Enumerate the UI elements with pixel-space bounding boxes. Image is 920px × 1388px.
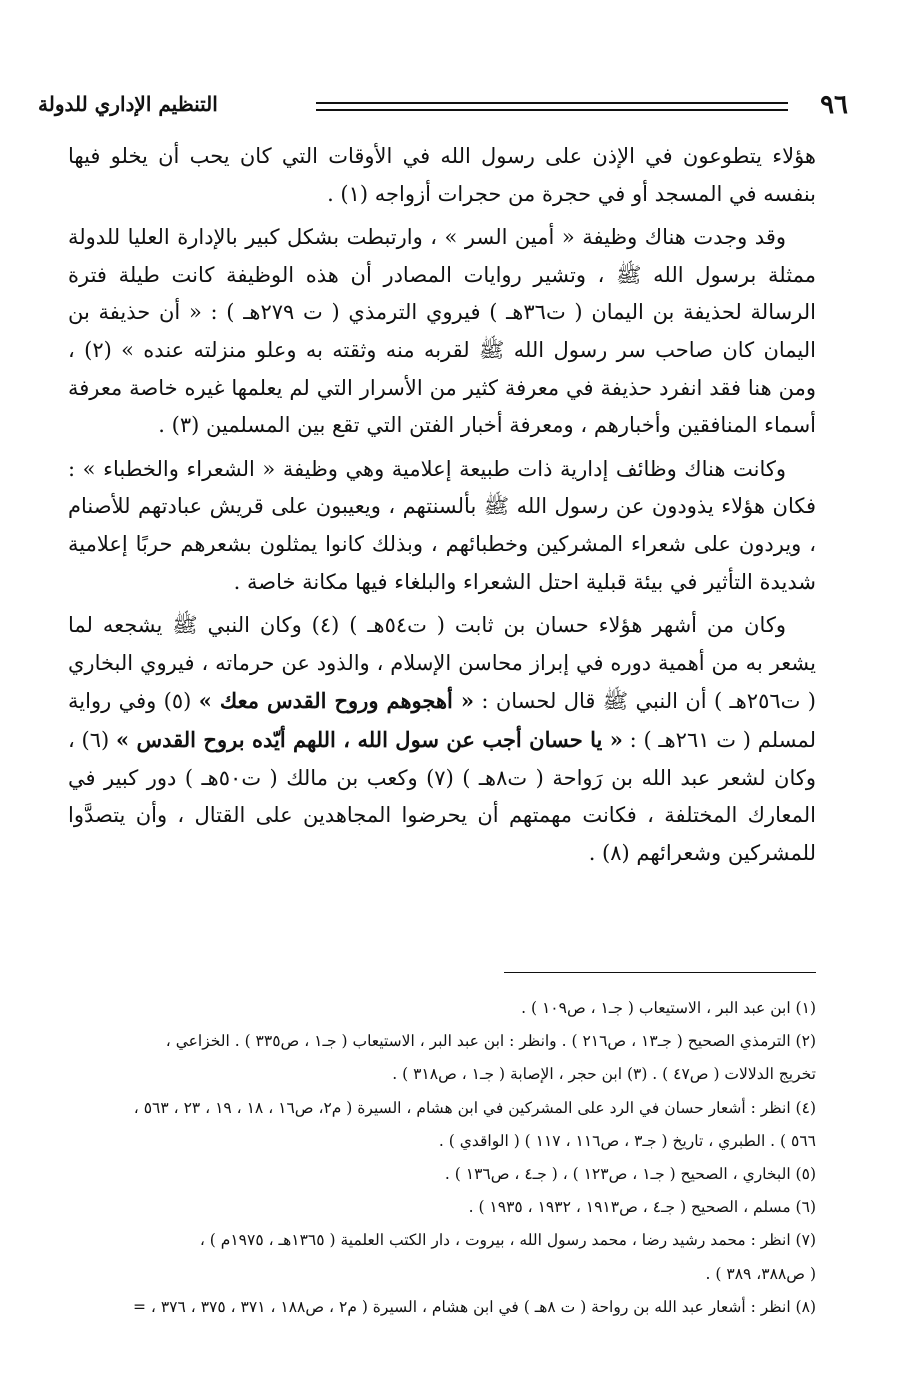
footnote-line: (٤) انظر : أشعار حسان في الرد على المشركين في ابن هشام ، السيرة ( م٢، ص١٦ ، ١٨ ، ١٩ ، ٢٣ ، ٥٦٣ ، — [133, 1098, 816, 1117]
footnote-line: ٥٦٦ ) . الطبري ، تاريخ ( جـ٣ ، ص١١٦ ، ١١٧ ) ( الواقدي ) . — [438, 1131, 816, 1150]
footnote-line: (٧) انظر : محمد رشيد رضا ، محمد رسول الله ، بيروت ، دار الكتب العلمية ( ١٣٦٥هـ ، ١٩٧٥م ) ، — [199, 1231, 816, 1250]
hadith-quote-1: « أهجوهم وروح القدس معك » — [198, 688, 474, 714]
paragraph-4 — [68, 607, 816, 872]
paragraph-4-part-a: وكان من أشهر هؤلاء حسان بن ثابت ( ت٥٤هـ ) (٤) وكان النبي ﷺ يشجعه لما يشعر به من أهمية دوره في إبراز محاسن الإسلام ، والذود عن حرماته ، فيروي البخاري ( ت٢٥٦هـ ) أن النبي ﷺ قال لحسان : — [68, 613, 816, 714]
page-number: ٩٦ — [820, 90, 848, 120]
paragraph-3: وكانت هناك وظائف إدارية ذات طبيعة إعلامية وهي وظيفة « الشعراء والخطباء » : فكان هؤلاء يذودون عن رسول الله ﷺ بألسنتهم ، ويعيبون على قريش عبادتهم للأصنام ، ويردون على شعراء المشركين وخطبائهم ، وبذلك كانوا يمثلون بشعرهم حربًا إعلامية شديدة التأثير في بيئة قبلية احتل الشعراء والبلغاء فيها مكانة خاصة . — [68, 456, 816, 594]
header-rule — [316, 102, 788, 111]
footnotes — [28, 992, 816, 1324]
footnote-line: (٦) مسلم ، الصحيح ( جـ٤ ، ص١٩١٣ ، ١٩٣٢ ، ١٩٣٥ ) . — [468, 1198, 816, 1217]
footnote-line: (٨) انظر : أشعار عبد الله بن رواحة ( ت ٨هـ ) في ابن هشام ، السيرة ( م٢ ، ص١٨٨ ، ٣٧١ ، ٣٧٥ ، ٣٧٦ ، = — [133, 1297, 816, 1316]
page-header — [38, 90, 848, 124]
paragraph-1: هؤلاء يتطوعون في الإذن على رسول الله في الأوقات التي كان يحب أن يخلو فيها بنفسه في المسجد أو في حجرة من حجرات أزواجه (١) . — [68, 144, 816, 206]
footnote-line: تخريج الدلالات ( ص٤٧ ) . (٣) ابن حجر ، الإصابة ( جـ١ ، ص٣١٨ ) . — [392, 1065, 816, 1084]
hadith-quote-2: « يا حسان أجب عن سول الله ، اللهم أيّده بروح القدس » — [115, 726, 623, 752]
footnote-line: (٢) الترمذي الصحيح ( جـ١٣ ، ص٢١٦ ) . وانظر : ابن عبد البر ، الاستيعاب ( جـ١ ، ص٣٣٥ ) . الخزاعي ، — [165, 1032, 816, 1051]
footnote-line: (٥) البخاري ، الصحيح ( جـ١ ، ص١٢٣ ) ، ( جـ٤ ، ص١٣٦ ) . — [444, 1165, 816, 1184]
main-text — [68, 138, 816, 878]
footnote-line: ( ص٣٨٨، ٣٨٩ ) . — [705, 1264, 816, 1283]
paragraph-4-part-c: (٦) ، وكان لشعر عبد الله بن رَواحة ( ت٨هـ ) (٧) وكعب بن مالك ( ت٥٠هـ ) دور كبير في المعارك المختلفة ، فكانت مهمتهم أن يحرضوا المجاهدين على القتال ، وأن يتصدَّوا للمشركين وشعرائهم (٨) . — [68, 727, 817, 865]
running-title: التنظيم الإداري للدولة — [38, 92, 218, 116]
footnote-separator — [504, 972, 816, 973]
paragraph-4-part-b: (٥) وفي رواية لمسلم ( ت ٢٦١هـ ) : — [68, 689, 816, 752]
paragraph-2: وقد وجدت هناك وظيفة « أمين السر » ، وارتبطت بشكل كبير بالإدارة العليا للدولة ممثلة برسول الله ﷺ ، وتشير روايات المصادر أن هذه الوظيفة كانت طيلة فترة الرسالة لحذيفة بن اليمان ( ت٣٦هـ ) فيروي الترمذي ( ت ٢٧٩هـ ) : « أن حذيفة بن اليمان كان صاحب سر رسول الله ﷺ لقربه منه وثقته به وعلو منزلته عنده » (٢) ، ومن هنا فقد انفرد حذيفة في معرفة كثير من الأسرار التي لم يعلمها غيره خاصة معرفة أسماء المنافقين وأخبارهم ، ومعرفة أخبار الفتن التي تقع بين المسلمين (٣) . — [68, 225, 817, 438]
footnote-line: (١) ابن عبد البر ، الاستيعاب ( جـ١ ، ص١٠٩ ) . — [521, 999, 816, 1017]
